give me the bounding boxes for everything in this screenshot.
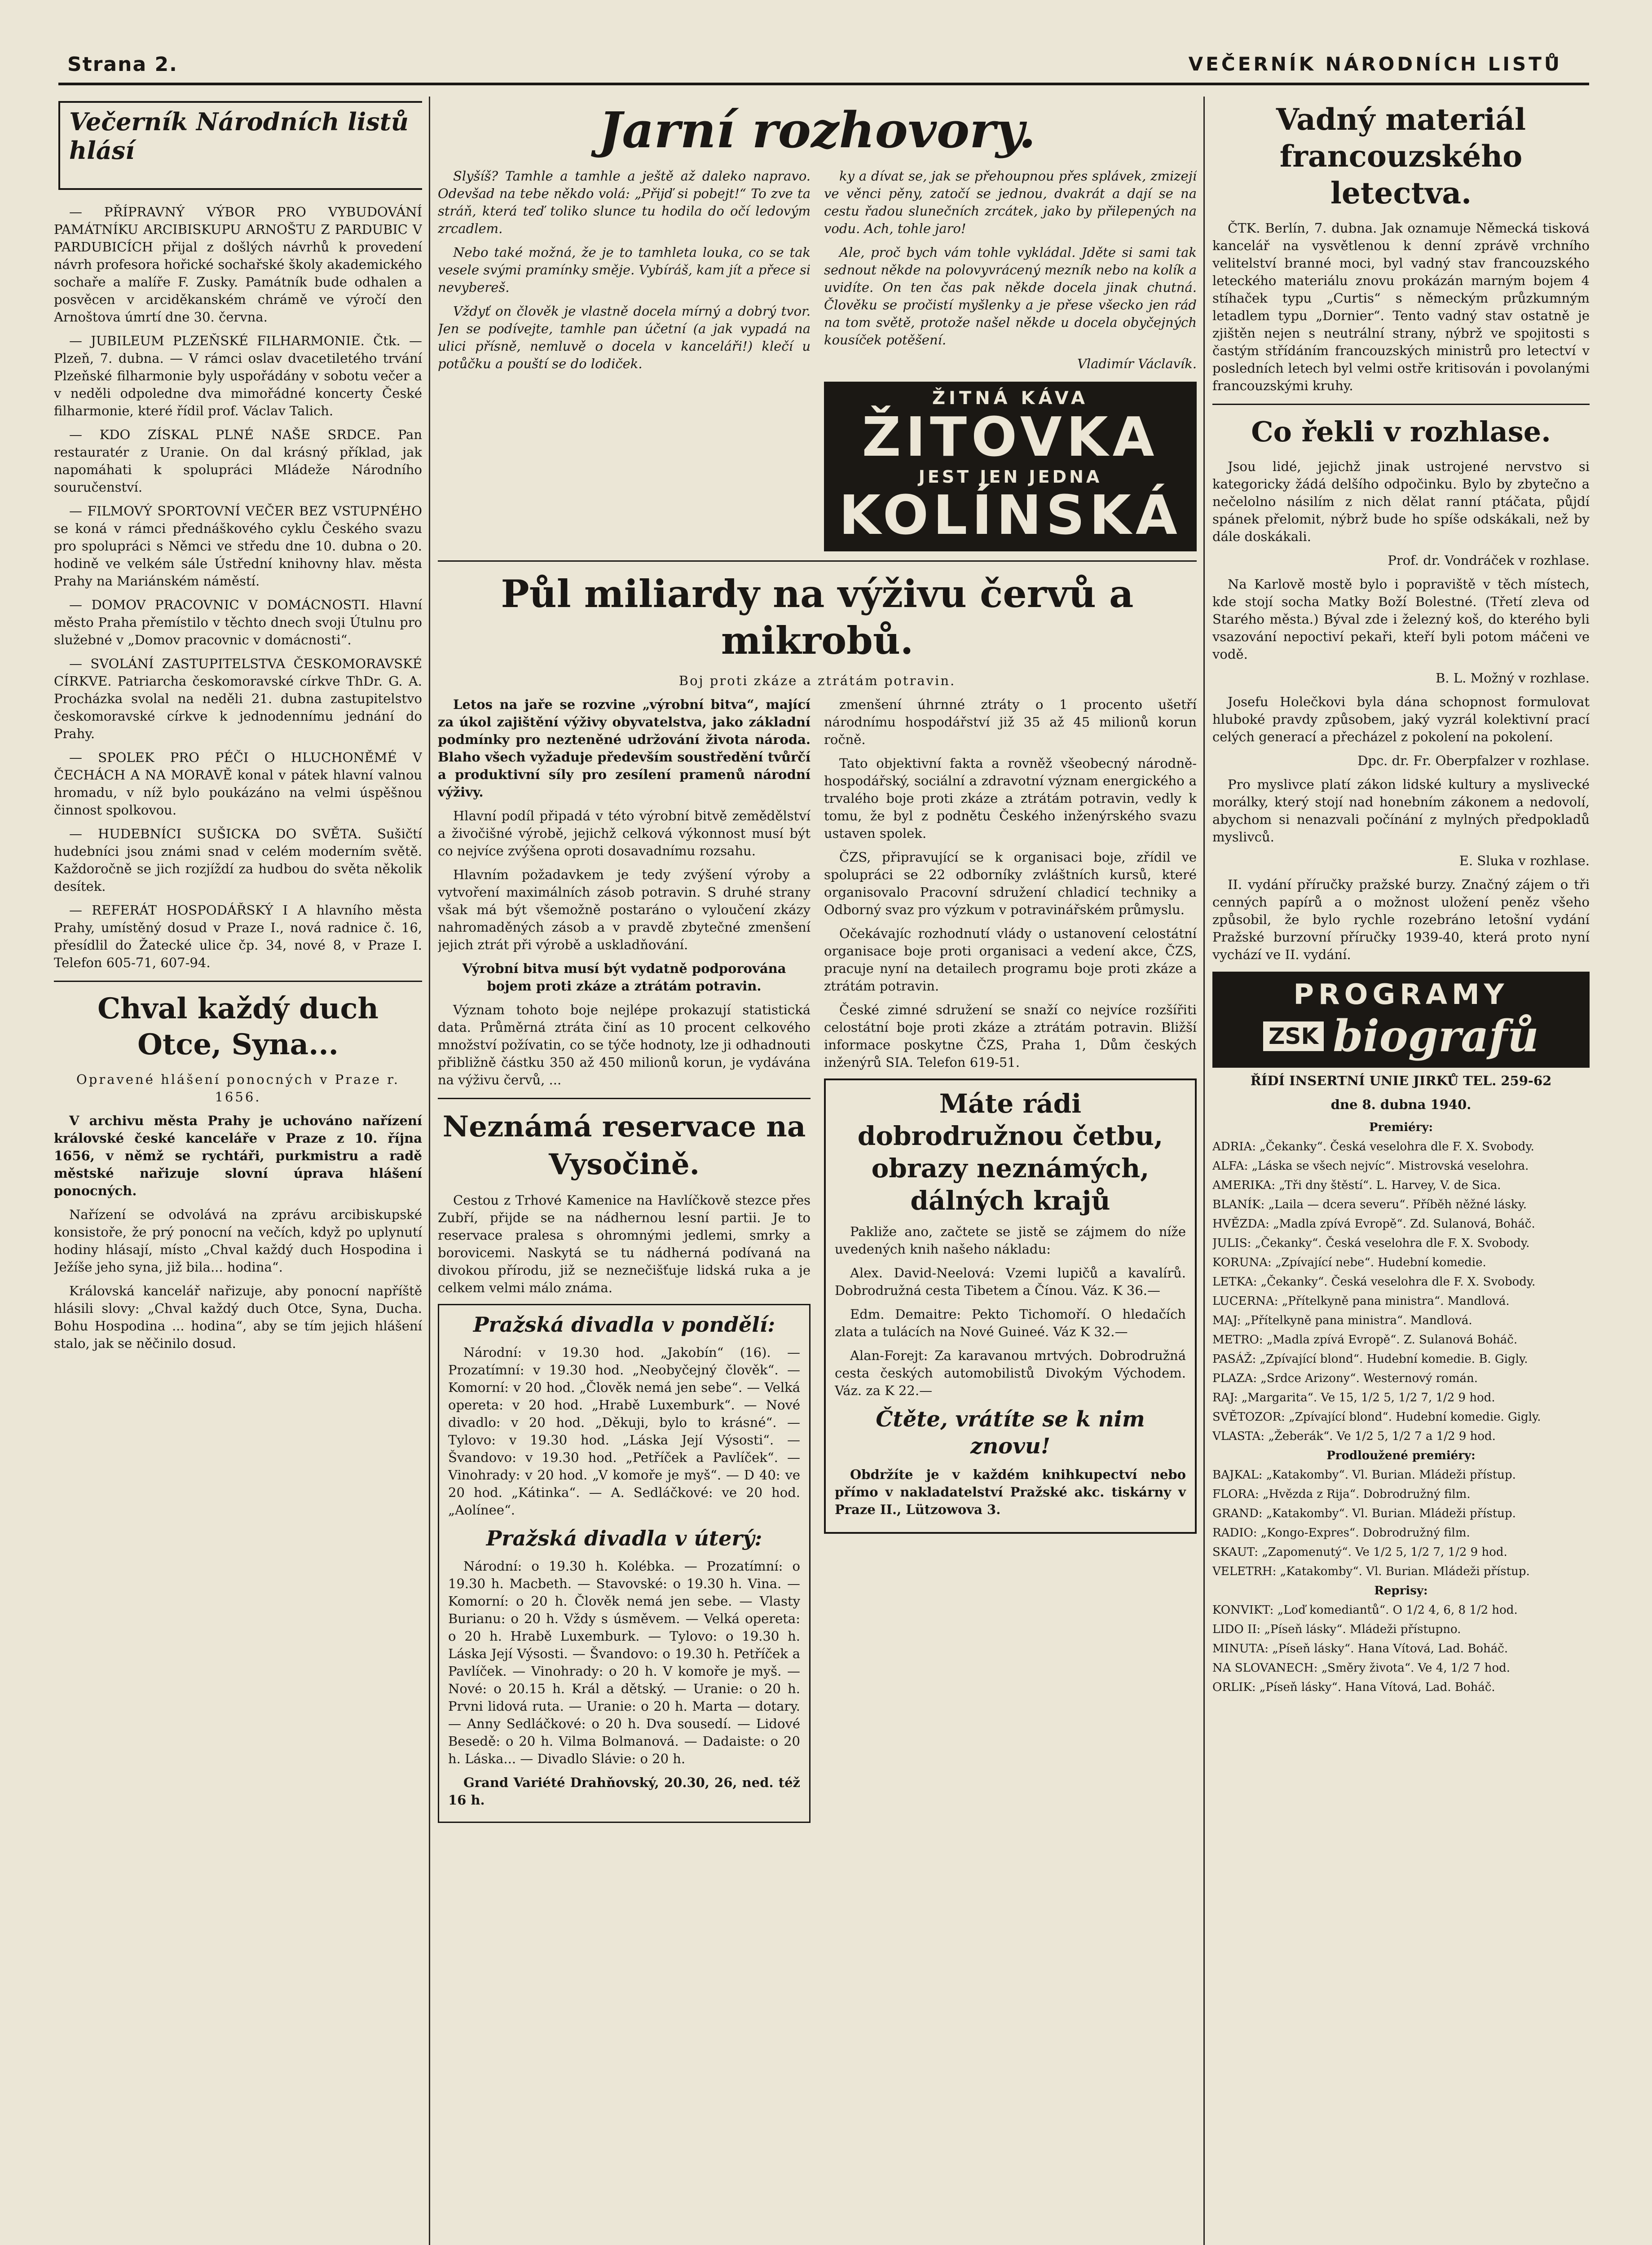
article-columns <box>438 167 1197 551</box>
program-row: KONVIKT: „Loď komediantů“. O 1/2 4, 6, 8 1/2 hod. <box>1212 1603 1518 1617</box>
program-row: BLANÍK: „Laila — dcera severu“. Příběh něžné lásky. <box>1212 1198 1527 1211</box>
books-ad-item: Alex. David-Neelová: Vzemi lupičů a kavalírů. Dobrodružná cesta Tibetem a Čínou. Váz. K 36.— <box>835 1265 1186 1298</box>
section-rule <box>438 1098 811 1099</box>
column-divider <box>1203 97 1205 2245</box>
news-item: — FILMOVÝ SPORTOVNÍ VEČER BEZ VSTUPNÉHO se koná v rámci přednáškového cyklu Českého svazu pro spolupráci s Němci ve středu dne 10. dubna o 20. hodině ve velkém sále Ústřední knihovny hlav. města Prahy na Mariánském náměstí. <box>54 503 422 589</box>
theatre-listing: Národní: o 19.30 h. Kolébka. — Prozatímní: o 19.30 h. Macbeth. — Stavovské: o 19.30 h. Vina. — Komorní: o 20 h. Člověk nemá jen sebe. — Vlasty Burianu: o 20 h. Vždy s úsměvem. — Velká opereta: o 20 h. Hrabě Luxemburk. — Tylovo: o 19.30 h. Láska Její Výsosti. — Švandovo: o 19.30 h. Petříček a Pavlíček. — Vinohrady: o 20 h. V komoře je myš. — Nové: o 20.15 h. Král a dětský. — Uranie: o 20 h. Prvni lidová ruta. — Uranie: o 20 h. Marta — dotary. — Anny Sedláčkové: o 20 h. Dva sousedí. — Lidové Besedě: o 20 h. Vilma Bolmanová. — Dadaiste: o 20 h. Láska... — Divadlo Slávie: o 20 h. <box>448 1558 800 1766</box>
programs-date: dne 8. dubna 1940. <box>1330 1097 1471 1112</box>
column-3 <box>1212 97 1590 2245</box>
program-row: SVĚTOZOR: „Zpívající blond“. Hudební komedie. Gigly. <box>1212 1410 1541 1424</box>
article-paragraph: Královská kancelář nařizuje, aby ponocní napříště hlásili slovy: „Chval každý duch Otce, Syna, Ducha. Bohu Hospodina ... hodina“, aby se tím jejich hlášení stalo, jak se něčinilo dosud. <box>54 1283 422 1351</box>
section-rule <box>54 981 422 982</box>
news-item: — SPOLEK PRO PÉČI O HLUCHONĚMÉ V ČECHÁCH A NA MORAVĚ konal v pátek hlavní valnou hromadu, v níž bylo poukázáno na velmi úspěšnou činnost spolkovou. <box>54 750 422 818</box>
article-title: Půl miliardy na výživu červů a mikrobů. <box>501 572 1134 663</box>
news-item: — REFERÁT HOSPODÁŘSKÝ I A hlavního města Prahy, umístěný dosud v Praze I., nová radnice č. 16, přesídlil do Žatecké ulice čp. 34, nové 8, v Praze I. Telefon 605-71, 607-94. <box>54 902 422 970</box>
article-paragraph: Pro myslivce platí zákon lidské kultury a myslivecké morálky, který stojí nad honebním zákonem a nedovolí, abychom si nenazvali počínání z mylných předpokladů myslivců. <box>1212 777 1590 845</box>
article-paragraph: Nebo také možná, že je to tamhleta louka, co se tak vesele svými pramínky směje. Vybíráš, kam jít a přece si nevybereš. <box>438 245 811 295</box>
books-ad <box>824 1078 1197 1534</box>
article-paragraph: Hlavním požadavkem je tedy zvýšení výroby a vytvoření maximálních zásob potravin. S druhé strany však má být všemožně postaráno o vyloučení zkázy nahromaděných zásob a v pravdě zbytečné zmenšení jejich ztrát při výrobě a uskladňování. <box>438 867 811 952</box>
books-ad-footer: Obdržíte je v každém knihkupectví nebo přímo v nakladatelství Pražské akc. tiskárny v Praze II., Lützowova 3. <box>835 1467 1186 1517</box>
article-paragraph: Význam tohoto boje nejlépe prokazují statistická data. Průměrná ztráta činí as 10 procent celkového množství požívatin, co se týče hodnoty, lze ji odhadnouti přibližně částku 350 až 450 milionů korun, je vydávána na výživu červů, ... <box>438 1002 811 1087</box>
program-row: MAJ: „Přítelkyně pana ministra“. Mandlová. <box>1212 1314 1472 1327</box>
article-note: II. vydání příručky pražské burzy. Značný zájem o tři cenných papírů a o možnost uložení peněz všeho způsobil, že bylo rychle rozebráno letošní vydání Pražské burzovní příručky 1939-40, která proto nyní vychází ve II. vydání. <box>1212 877 1590 962</box>
books-ad-slogan: Čtěte, vrátíte se k nim znovu! <box>876 1407 1145 1459</box>
theatre-title: Pražská divadla v pondělí: <box>473 1312 775 1337</box>
coffee-ad-brand: ŽITOVKA <box>862 406 1159 469</box>
article-signature: Prof. dr. Vondráček v rozhlase. <box>1388 553 1590 568</box>
prolonged-title: Prodloužené premiéry: <box>1326 1449 1476 1462</box>
article-paragraph: ČTK. Berlín, 7. dubna. Jak oznamuje Německá tisková kancelář na vysvětlenou k denní zprávě vrchního velitelství branné moci, byl vadný stav francouzského leteckého materiálu znovu prokázán marným bojem 4 stíhaček typu „Curtis“ s německým průzkumným letadlem typu „Dornier“. Tento vadný stav ostatně je zjištěn nejen s neutrální strany, nýbrž ve spojitosti s častým střídáním francouzských ministrů pro letectví v posledních letech byl velmi ostře kritisován i povolanými francouzskými kruhy. <box>1212 220 1590 393</box>
masthead-box <box>58 101 422 190</box>
news-item: — PŘÍPRAVNÝ VÝBOR PRO VYBUDOVÁNÍ PAMÁTNÍKU ARCIBISKUPU ARNOŠTU Z PARDUBIC V PARDUBICÍCH přijal z došlých návrhů k provedení návrh profesora hořické sochařské školy akademického sochaře a malíře F. Zusky. Památník bude odhalen a posvěcen v arciděkanském chrámě ve výročí den Arnoštova úmrtí dne 30. června. <box>54 204 422 325</box>
article-paragraph: Ale, proč bych vám tohle vykládal. Jděte si sami tak sednout někde na polovyvrácený mezník nebo na kolík a uvidíte. On ten čas pak někde docela jinak chutná. Člověku se pročistí myšlenky a je přese všecko jen rád na tom světě, protože našel někde u docela obyčejných kousíček potěšení. <box>824 245 1197 348</box>
article-paragraph: České zimné sdružení se snaží co nejvíce rozšířiti celostátní boje proti zkáze a ztrátám potravin. Bližší informace poskytne ČZS, Praha 1, Dům českých inženýrů SIA. Telefon 619-51. <box>824 1002 1197 1070</box>
program-row: LETKA: „Čekanky“. Česká veselohra dle F. X. Svobody. <box>1212 1275 1536 1289</box>
article-paragraph: ČZS, připravující se k organisaci boje, zřídil ve spolupráci se 22 odborníky zvláštních kursů, které organisovalo Pracovní sdružení chladicí techniky a Odborný svaz pro výzkum v potravinářském průmyslu. <box>824 850 1197 917</box>
page-label: Strana 2. <box>67 53 178 76</box>
section-rule <box>438 560 1197 562</box>
program-row: HVĚZDA: „Madla zpívá Evropě“. Zd. Sulanová, Boháč. <box>1212 1217 1535 1231</box>
article-signature: Vladimír Václavík. <box>1077 356 1197 371</box>
news-item: — SVOLÁNÍ ZASTUPITELSTVA ČESKOMORAVSKÉ CÍRKVE. Patriarcha českomoravské církve ThDr. G. A. Procházka svolal na neděli 21. dubna zastupitelstvo českomoravské církve k jednodennímu jednání do Prahy. <box>54 656 422 741</box>
section-rule <box>1212 404 1590 405</box>
programs-banner-top: PROGRAMY <box>1293 978 1509 1011</box>
header-rule <box>58 83 1589 85</box>
article-title: Jarní rozhovory. <box>599 101 1036 159</box>
program-row: VELETRH: „Katakomby“. Vl. Burian. Mládeži přístup. <box>1212 1565 1530 1578</box>
column-1 <box>54 97 422 2245</box>
article-title: Vadný materiál francouzského letectva. <box>1276 102 1526 211</box>
program-row: METRO: „Madla zpívá Evropě“. Z. Sulanová Boháč. <box>1212 1333 1518 1347</box>
article-paragraph: Tato objektivní fakta a rovněž všeobecný národně-hospodářský, sociální a zdravotní význam energického a trvalého boje proti zkáze a ztrátám potravin, vedly k tomu, že byl z podnětu Českého inženýrského svazu ustaven spolek. <box>824 756 1197 841</box>
news-item: — HUDEBNÍCI SUŠICKA DO SVĚTA. Sušičtí hudebníci jsou známi snad v celém moderním světě. Každoročně se jich rozjíždí za hudbou do světa několik desítek. <box>54 826 422 894</box>
programs-subline: ŘÍDÍ INSERTNÍ UNIE JIRKŮ TEL. 259-62 <box>1250 1073 1552 1088</box>
article-paragraph: Slyšíš? Tamhle a tamhle a ještě až daleko napravo. Odevšad na tebe někdo volá: „Přijď si pobejt!“ To zve ta stráň, která teď toliko slunce tu hodila do očí ledovým zrcadlem. <box>438 168 811 236</box>
theatre-footer: Grand Variété Drahňovský, 20.30, 26, ned. též 16 h. <box>448 1775 800 1808</box>
article-signature: B. L. Možný v rozhlase. <box>1436 670 1590 686</box>
programs-banner-zsk: ZSK <box>1263 1021 1324 1051</box>
column-2 <box>438 97 1197 2245</box>
article-paragraph: Cestou z Trhové Kamenice na Havlíčkově stezce přes Zubří, přijde se na nádhernou lesní partii. Je to reservace pralesa s ohromnými jedlemi, smrky a borovicemi. Naskytá se tu nádherná podívaná na divokou přírodu, již se neznečišťuje lidská ruka a je celkem velmi málo známa. <box>438 1193 811 1295</box>
coffee-ad-middle: JEST JEN JEDNA <box>918 467 1102 487</box>
program-row: SKAUT: „Zapomenutý“. Ve 1/2 5, 1/2 7, 1/2 9 hod. <box>1212 1545 1507 1559</box>
article-paragraph: ky a dívat se, jak se přehoupnou přes splávek, zmizejí ve věnci pěny, zatočí se jednou, dvakrát a dají se na cestu řadou slunečních zrcátek, jako by přilepených na vodu. Ach, tohle jaro! <box>824 168 1197 236</box>
article-title: Neznámá reservace na Vysočině. <box>442 1110 806 1181</box>
coffee-ad-brand-2: KOLÍNSKÁ <box>839 484 1182 547</box>
article-subtitle: Opravené hlášení ponocných v Praze r. 1656. <box>76 1072 400 1105</box>
program-row: JULIS: „Čekanky“. Česká veselohra dle F. X. Svobody. <box>1212 1237 1530 1250</box>
programs-list <box>1212 1120 1590 1695</box>
article-lead: Letos na jaře se rozvine „výrobní bitva“, mající za úkol zajištění výživy obyvatelstva, jako základní podmínky pro nezteněné udržování života národa. Blaho všech vyžaduje především soustředění tvůrčí a produktivní síly pro zesílení pramenů národní výživy. <box>438 697 811 800</box>
programs-banner-big: biografů <box>1333 1011 1539 1061</box>
program-row: LIDO II: „Píseň lásky“. Mládeži přístupno. <box>1212 1623 1461 1636</box>
program-row: RADIO: „Kongo-Expres“. Dobrodružný film. <box>1212 1526 1470 1540</box>
books-ad-item: Edm. Demaitre: Pekto Tichomoří. O hledačích zlata a tulácích na Nové Guineé. Váz K 32.— <box>835 1307 1186 1339</box>
article-paragraph: zmenšení úhrnné ztráty o 1 procento ušetří národnímu hospodářství již 35 až 45 milionů korun ročně. <box>824 697 1197 747</box>
program-row: RAJ: „Margarita“. Ve 15, 1/2 5, 1/2 7, 1/2 9 hod. <box>1212 1391 1495 1404</box>
program-row: GRAND: „Katakomby“. Vl. Burian. Mládeži přístup. <box>1212 1507 1516 1520</box>
article-title: Co řekli v rozhlase. <box>1251 415 1551 448</box>
article-paragraph: Nařízení se odvolává na zprávu arcibiskupské konsistoře, že prý ponocní na večích, když po uplynutí hodiny hlásají, místo „Chval každý duch Hospodina i Ježíše jeho syna, již bila... hodina“. <box>54 1207 422 1275</box>
reprisy-title: Reprisy: <box>1374 1584 1428 1598</box>
column-divider <box>429 97 430 2245</box>
books-ad-item: Alan-Forejt: Za karavanou mrtvých. Dobrodružná cesta českých automobilistů Divokým Východem. Váz. za K 22.— <box>835 1348 1186 1398</box>
news-item: — JUBILEUM PLZEŇSKÉ FILHARMONIE. Čtk. — Plzeň, 7. dubna. — V rámci oslav dvacetiletého trvání Plzeňské filharmonie byly uspořádány v sobotu večer a v neděli odpoledne dva mimořádné koncerty České filharmonie, které řídil prof. Václav Talich. <box>54 333 422 418</box>
article-columns <box>438 696 1197 1823</box>
programs-banner <box>1212 972 1590 1068</box>
article-text-right <box>824 167 1197 551</box>
article-paragraph: Výrobní bitva musí být vydatně podporována bojem proti zkáze a ztrátám potravin. <box>462 961 786 994</box>
news-item: — KDO ZÍSKAL PLNÉ NAŠE SRDCE. Pan restauratér z Uranie. On dal krásný příklad, jak napomáhati k spolupráci Mládeže Národního souručenství. <box>54 427 422 495</box>
article-text-left <box>438 167 811 551</box>
books-ad-title: Máte rádi dobrodružnou četbu, obrazy neznámých, dálných krajů <box>857 1088 1163 1216</box>
program-row: FLORA: „Hvězda z Rija“. Dobrodružný film. <box>1212 1488 1471 1501</box>
article-signature: Dpc. dr. Fr. Oberpfalzer v rozhlase. <box>1357 753 1590 768</box>
article-paragraph: Na Karlově mostě bylo i popraviště v těch místech, kde stojí socha Matky Boží Bolestné. (Třetí zleva od Starého města.) Býval zde i železný koš, do kterého byli vsazování nepoctiví pekaři, kteří byli potom máčeni ve vodě. <box>1212 577 1590 662</box>
masthead-title: Večerník Národních listů hlásí <box>69 107 409 165</box>
theatre-listing: Národní: v 19.30 hod. „Jakobín“ (16). — Prozatímní: v 19.30 hod. „Neobyčejný člověk“. — Komorní: v 20 hod. „Člověk nemá jen sebe“. — Velká opereta: v 20 hod. „Hrabě Luxemburk“. — Nové divadlo: v 20 hod. „Děkuji, bylo to krásné“. — Tylovo: v 19.30 hod. „Láska Její Výsosti“. — Švandovo: v 19.30 hod. „Petříček a Pavlíček“. — Vinohrady: v 20 hod. „V komoře je myš“. — D 40: ve 20 hod. „Kátinka“. — A. Sedláčkové: ve 20 hod. „Aolínee“. <box>448 1345 800 1518</box>
news-items <box>54 203 422 972</box>
books-ad-lead: Pakliže ano, začtete se jistě se zájmem do níže uvedených knih našeho nákladu: <box>835 1224 1186 1257</box>
program-row: ADRIA: „Čekanky“. Česká veselohra dle F. X. Svobody. <box>1212 1140 1534 1153</box>
program-row: LUCERNA: „Přítelkyně pana ministra“. Mandlová. <box>1212 1294 1510 1308</box>
article-lead: V archivu města Prahy je uchováno nařízení královské české kanceláře v Praze z 10. října 1656, v němž se rychtáři, purkmistru a radě městské nařizuje slovní úprava hlášení ponocných. <box>54 1113 422 1198</box>
article-paragraph: Jsou lidé, jejichž jinak ustrojené nervstvo si kategoricky žádá delšího odpočinku. Bylo by zbytečno a nečelolno násilím z nich dělat ranní ptáčata, půjdí spánek přelomit, nýbrž bude ho spíše odskákali, než by dále doskákali. <box>1212 459 1590 544</box>
theatre-box <box>438 1304 811 1823</box>
article-signature: E. Sluka v rozhlase. <box>1459 853 1590 868</box>
coffee-ad <box>824 382 1197 551</box>
paper-name: VEČERNÍK NÁRODNÍCH LISTŮ <box>1188 53 1562 75</box>
coffee-ad-top: ŽITNÁ KÁVA <box>932 388 1088 409</box>
program-row: PLAZA: „Srdce Arizony“. Westernový román. <box>1212 1372 1478 1385</box>
article-paragraph: Josefu Holečkovi byla dána schopnost formulovat hluboké pravdy způsobem, jaký vyzrál kolektivní prací celých generací a přecházel z pokolení na pokolení. <box>1212 694 1590 744</box>
article-paragraph: Vždyť on člověk je vlastně docela mírný a dobrý tvor. Jen se podívejte, tamhle pan účetní (a jak vypadá na ulici přísně, nemluvě o docela v kanceláři!) klečí u potůčku a pouští se do lodiček. <box>438 304 811 371</box>
program-row: VLASTA: „Žeberák“. Ve 1/2 5, 1/2 7 a 1/2 9 hod. <box>1212 1430 1496 1443</box>
program-row: PASÁŽ: „Zpívající blond“. Hudební komedie. B. Gigly. <box>1212 1352 1528 1366</box>
program-row: BAJKAL: „Katakomby“. Vl. Burian. Mládeži přístup. <box>1212 1468 1516 1482</box>
program-row: ALFA: „Láska se všech nejvíc“. Mistrovská veselohra. <box>1212 1159 1529 1173</box>
article-paragraph: Hlavní podíl připadá v této výrobní bitvě zemědělství a živočišné výrobě, jejichž celková výkonnost musí být co nejvíce zvýšena oproti dosavadnímu rozsahu. <box>438 808 811 858</box>
program-row: MINUTA: „Píseň lásky“. Hana Vítová, Lad. Boháč. <box>1212 1642 1508 1655</box>
article-title: Chval každý duch Otce, Syna... <box>97 992 379 1061</box>
premieres-title: Premiéry: <box>1369 1121 1433 1134</box>
program-row: AMERIKA: „Tři dny štěstí“. L. Harvey, V. de Sica. <box>1212 1179 1501 1192</box>
article-paragraph: Očekávajíc rozhodnutí vlády o ustanovení celostátní organisace boje proti organisaci a vedení akce, ČZS, pracuje nyní na detailech programu boje proti zkáze a ztrátám potravin. <box>824 926 1197 994</box>
program-row: KORUNA: „Zpívající nebe“. Hudební komedie. <box>1212 1256 1486 1269</box>
program-row: NA SLOVANECH: „Směry života“. Ve 4, 1/2 7 hod. <box>1212 1661 1510 1675</box>
news-item: — DOMOV PRACOVNIC V DOMÁCNOSTI. Hlavní město Praha přemístilo v těchto dnech svoji Útulnu pro služebné v „Domov pracovnic v domácnosti“. <box>54 597 422 647</box>
article-subtitle: Boj proti zkáze a ztrátám potravin. <box>678 673 956 688</box>
theatre-title: Pražská divadla v úterý: <box>486 1526 762 1550</box>
program-row: ORLIK: „Píseň lásky“. Hana Vítová, Lad. Boháč. <box>1212 1681 1495 1694</box>
